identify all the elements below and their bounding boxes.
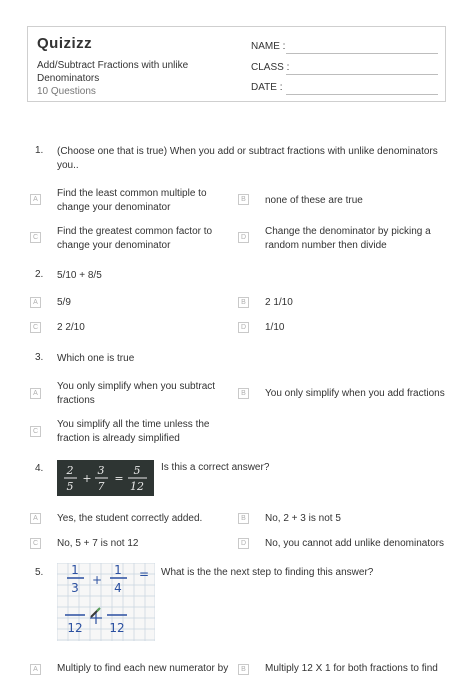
q4-option-b-badge[interactable]: B <box>238 513 249 524</box>
name-label: NAME : <box>251 41 286 52</box>
q5-option-b[interactable]: Multiply 12 X 1 for both fractions to find <box>265 663 438 674</box>
worksheet-header <box>27 26 446 102</box>
q4-option-d[interactable]: No, you cannot add unlike denominators <box>265 538 445 549</box>
q4-option-c[interactable]: No, 5 + 7 is not 12 <box>57 538 139 549</box>
q4-numerator-1: 2 <box>66 464 74 477</box>
q5-new-denominator-2: 12 <box>109 621 125 635</box>
q1-option-b[interactable]: none of these are true <box>265 195 363 206</box>
q1-option-c[interactable]: Find the greatest common factor to change your denominator <box>57 226 213 251</box>
question-4-number: 4. <box>35 463 44 474</box>
q4-option-b[interactable]: No, 2 + 3 is not 5 <box>265 513 341 524</box>
q2-option-c-badge[interactable]: C <box>30 322 41 333</box>
question-1-number: 1. <box>35 145 44 156</box>
q2-option-b[interactable]: 2 1/10 <box>265 297 293 308</box>
q5-denominator-1: 3 <box>71 581 79 595</box>
q5-option-a[interactable]: Multiply to find each new numerator by <box>57 663 229 674</box>
q5-denominator-2: 4 <box>114 581 122 595</box>
q3-option-c-badge[interactable]: C <box>30 426 41 437</box>
class-label: CLASS : <box>251 62 290 73</box>
q4-option-c-badge[interactable]: C <box>30 538 41 549</box>
question-count: 10 Questions <box>37 86 96 97</box>
question-3-number: 3. <box>35 352 44 363</box>
question-5-number: 5. <box>35 567 44 578</box>
question-3-text: Which one is true <box>57 353 135 364</box>
question-2-number: 2. <box>35 269 44 280</box>
q4-plus: + <box>82 472 92 485</box>
q5-equals: = <box>138 567 150 581</box>
q3-option-a[interactable]: You only simplify when you subtract fractions <box>57 381 216 406</box>
q4-denominator-2: 7 <box>97 480 105 493</box>
q4-option-a-badge[interactable]: A <box>30 513 41 524</box>
q1-option-d-badge[interactable]: D <box>238 232 249 243</box>
q5-plus: + <box>91 573 103 587</box>
name-line[interactable] <box>286 53 438 54</box>
q2-option-d[interactable]: 1/10 <box>265 322 285 333</box>
graph-paper-svg <box>57 563 155 641</box>
quizizz-logo: Quizizz <box>37 35 93 52</box>
q2-option-a[interactable]: 5/9 <box>57 297 71 308</box>
q4-denominator-1: 5 <box>66 480 74 493</box>
worksheet-title: Add/Subtract Fractions with unlike Denominators <box>37 60 189 84</box>
question-5-text: What is the the next step to finding this answer? <box>161 567 374 578</box>
class-line[interactable] <box>286 74 438 75</box>
q4-numerator-2: 3 <box>97 464 105 477</box>
q3-option-a-badge[interactable]: A <box>30 388 41 399</box>
q4-denominator-3: 12 <box>130 480 144 493</box>
graph-paper-fraction-image <box>57 563 155 641</box>
q3-option-b-badge[interactable]: B <box>238 388 249 399</box>
q2-option-c[interactable]: 2 2/10 <box>57 322 85 333</box>
question-2-text: 5/10 + 8/5 <box>57 270 102 281</box>
chalkboard-fraction-image <box>57 460 154 496</box>
q5-option-b-badge[interactable]: B <box>238 664 249 675</box>
q5-option-a-badge[interactable]: A <box>30 664 41 675</box>
q5-numerator-1: 1 <box>71 563 79 577</box>
q2-option-a-badge[interactable]: A <box>30 297 41 308</box>
q5-numerator-2: 1 <box>114 563 122 577</box>
chalkboard-svg <box>57 460 154 496</box>
q4-numerator-3: 5 <box>133 464 141 477</box>
q5-new-denominator-1: 12 <box>67 621 83 635</box>
q4-equals: = <box>114 472 124 485</box>
q2-option-d-badge[interactable]: D <box>238 322 249 333</box>
q1-option-c-badge[interactable]: C <box>30 232 41 243</box>
q3-option-b[interactable]: You only simplify when you add fractions <box>265 388 445 399</box>
question-4-text: Is this a correct answer? <box>161 462 270 473</box>
date-line[interactable] <box>286 94 438 95</box>
q2-option-b-badge[interactable]: B <box>238 297 249 308</box>
q4-option-a[interactable]: Yes, the student correctly added. <box>57 513 203 524</box>
q1-option-b-badge[interactable]: B <box>238 194 249 205</box>
question-1-text: (Choose one that is true) When you add or subtract fractions with unlike denominators you.. <box>57 146 438 171</box>
q1-option-a[interactable]: Find the least common multiple to change your denominator <box>57 188 207 213</box>
q4-option-d-badge[interactable]: D <box>238 538 249 549</box>
q3-option-c[interactable]: You simplify all the time unless the fraction is already simplified <box>57 419 210 444</box>
q1-option-a-badge[interactable]: A <box>30 194 41 205</box>
q1-option-d[interactable]: Change the denominator by picking a random number then divide <box>265 226 431 251</box>
date-label: DATE : <box>251 82 283 93</box>
